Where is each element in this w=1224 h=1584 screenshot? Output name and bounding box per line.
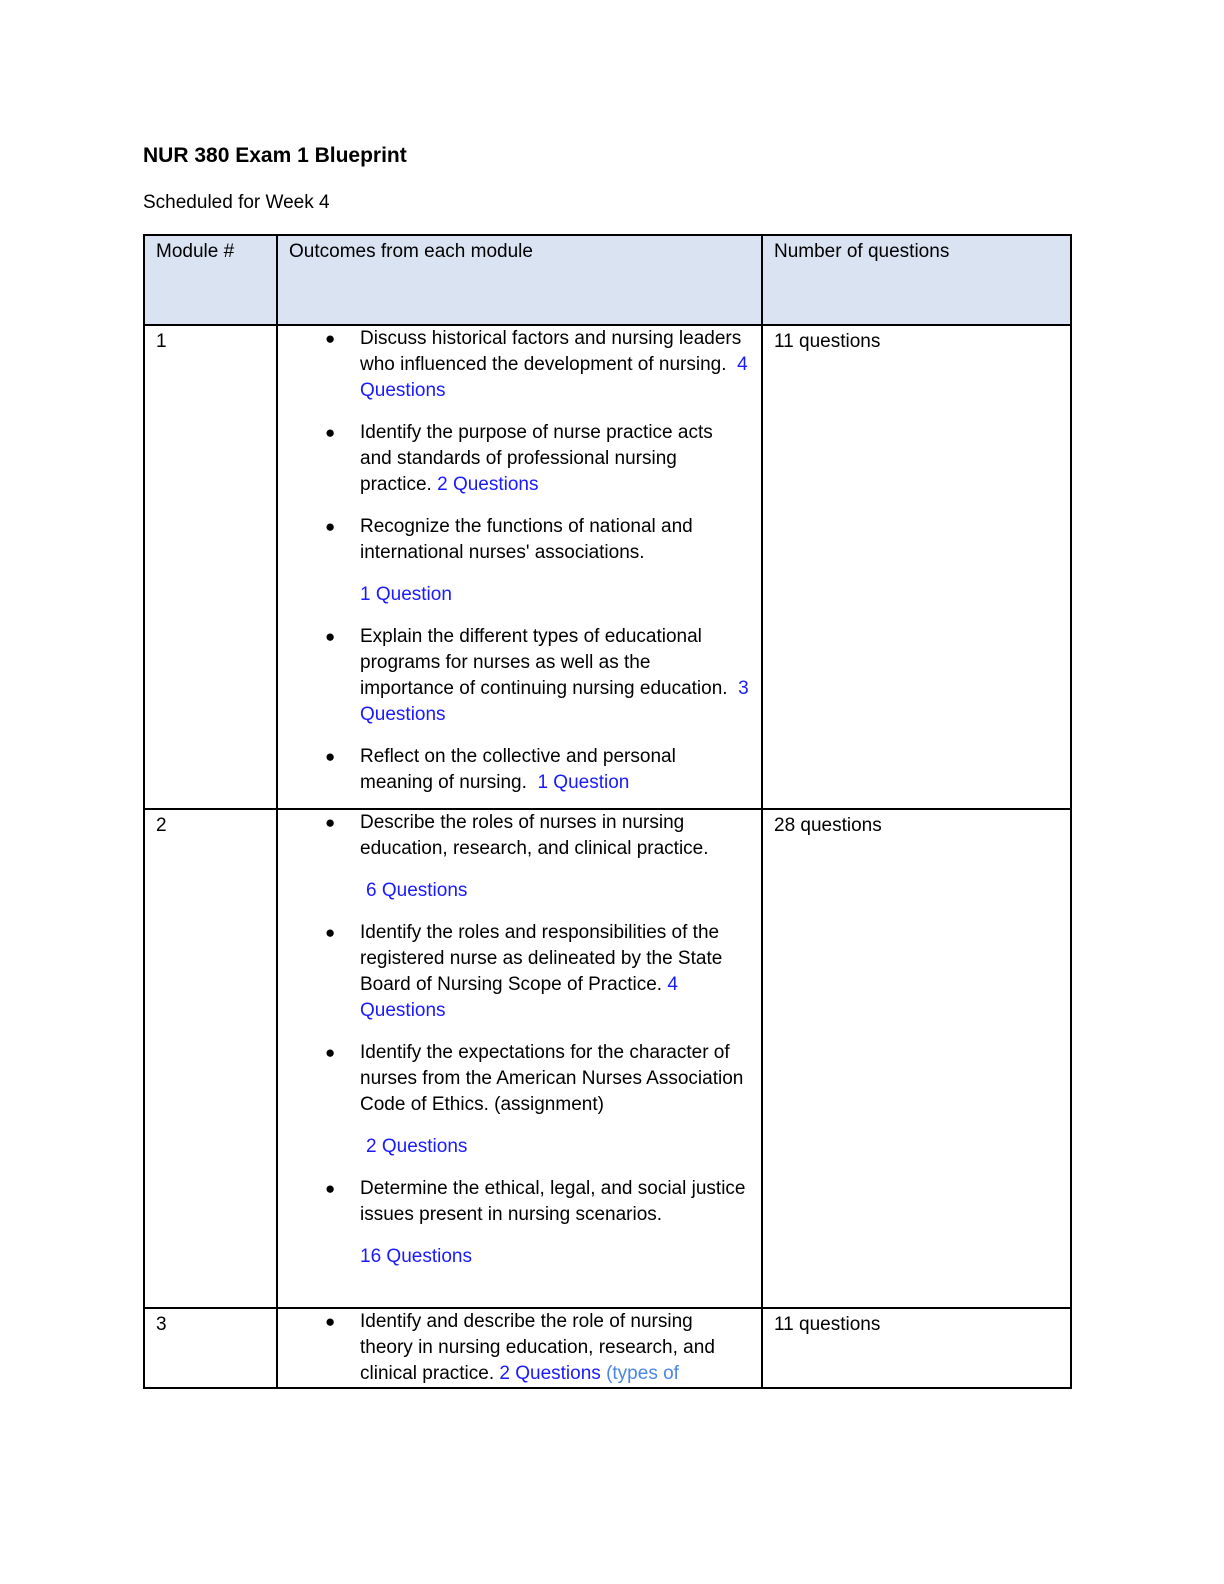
note-text: (types of [606,1363,679,1384]
question-count: 6 Questions [366,880,468,901]
bullet-icon: ● [325,1179,336,1198]
bullet-icon: ● [325,627,336,646]
bullet-icon: ● [325,1043,336,1062]
list-item: ● Discuss historical factors and nursing leaders who influenced the development of nursing. 4 Questions [325,328,748,401]
bullet-icon: ● [325,813,336,832]
page-title: NUR 380 Exam 1 Blueprint [143,144,407,167]
question-count: 1 Question [360,584,452,605]
bullet-icon: ● [325,517,336,536]
bullet-icon: ● [325,923,336,942]
bullet-icon: ● [325,747,336,766]
question-count: 16 Questions [360,1246,472,1267]
list-item: ● Recognize the functions of national and international nurses' associations. [325,516,693,563]
count-cell: 11 questions [762,325,1071,809]
blueprint-table [143,234,1072,1389]
page-subtitle: Scheduled for Week 4 [143,192,330,213]
header-cell-outcomes: Outcomes from each module [277,235,762,325]
table-row [144,809,1071,1308]
header-cell-count: Number of questions [762,235,1071,325]
module-cell: 3 [144,1308,277,1388]
bullet-icon: ● [325,423,336,442]
bullet-icon: ● [325,329,336,348]
list-item: ● Describe the roles of nurses in nursing education, research, and clinical practice. [325,812,709,859]
outcomes-cell [277,325,762,809]
question-count: 2 Questions [366,1136,468,1157]
table-row [144,325,1071,809]
header-cell-module: Module # [144,235,277,325]
list-item: ● Identify the roles and responsibilities of the registered nurse as delineated by the State Board of Nursing Scope of Practice. 4 Questions [325,922,723,1021]
outcomes-cell [277,809,762,1308]
list-item: ● Identify the purpose of nurse practice acts and standards of professional nursing practice. 2 Questions [325,422,713,495]
outcomes-cell [277,1308,762,1388]
list-item: ● Reflect on the collective and personal meaning of nursing. 1 Question [325,746,676,793]
module-cell: 1 [144,325,277,809]
list-item: ● Explain the different types of educational programs for nurses as well as the importance of continuing nursing education. 3 Questions [325,626,749,725]
bullet-icon: ● [325,1312,336,1331]
list-item: ● Identify and describe the role of nursing theory in nursing education, research, and clinical practice. 2 Questions (types of [325,1311,715,1384]
module-cell: 2 [144,809,277,1308]
table-row [144,1308,1071,1388]
count-cell: 28 questions [762,809,1071,1308]
list-item: ● Identify the expectations for the character of nurses from the American Nurses Association Code of Ethics. (assignment) [325,1042,744,1115]
list-item: ● Determine the ethical, legal, and social justice issues present in nursing scenarios. [325,1178,746,1225]
count-cell: 11 questions [762,1308,1071,1388]
table-header-row [144,235,1071,325]
